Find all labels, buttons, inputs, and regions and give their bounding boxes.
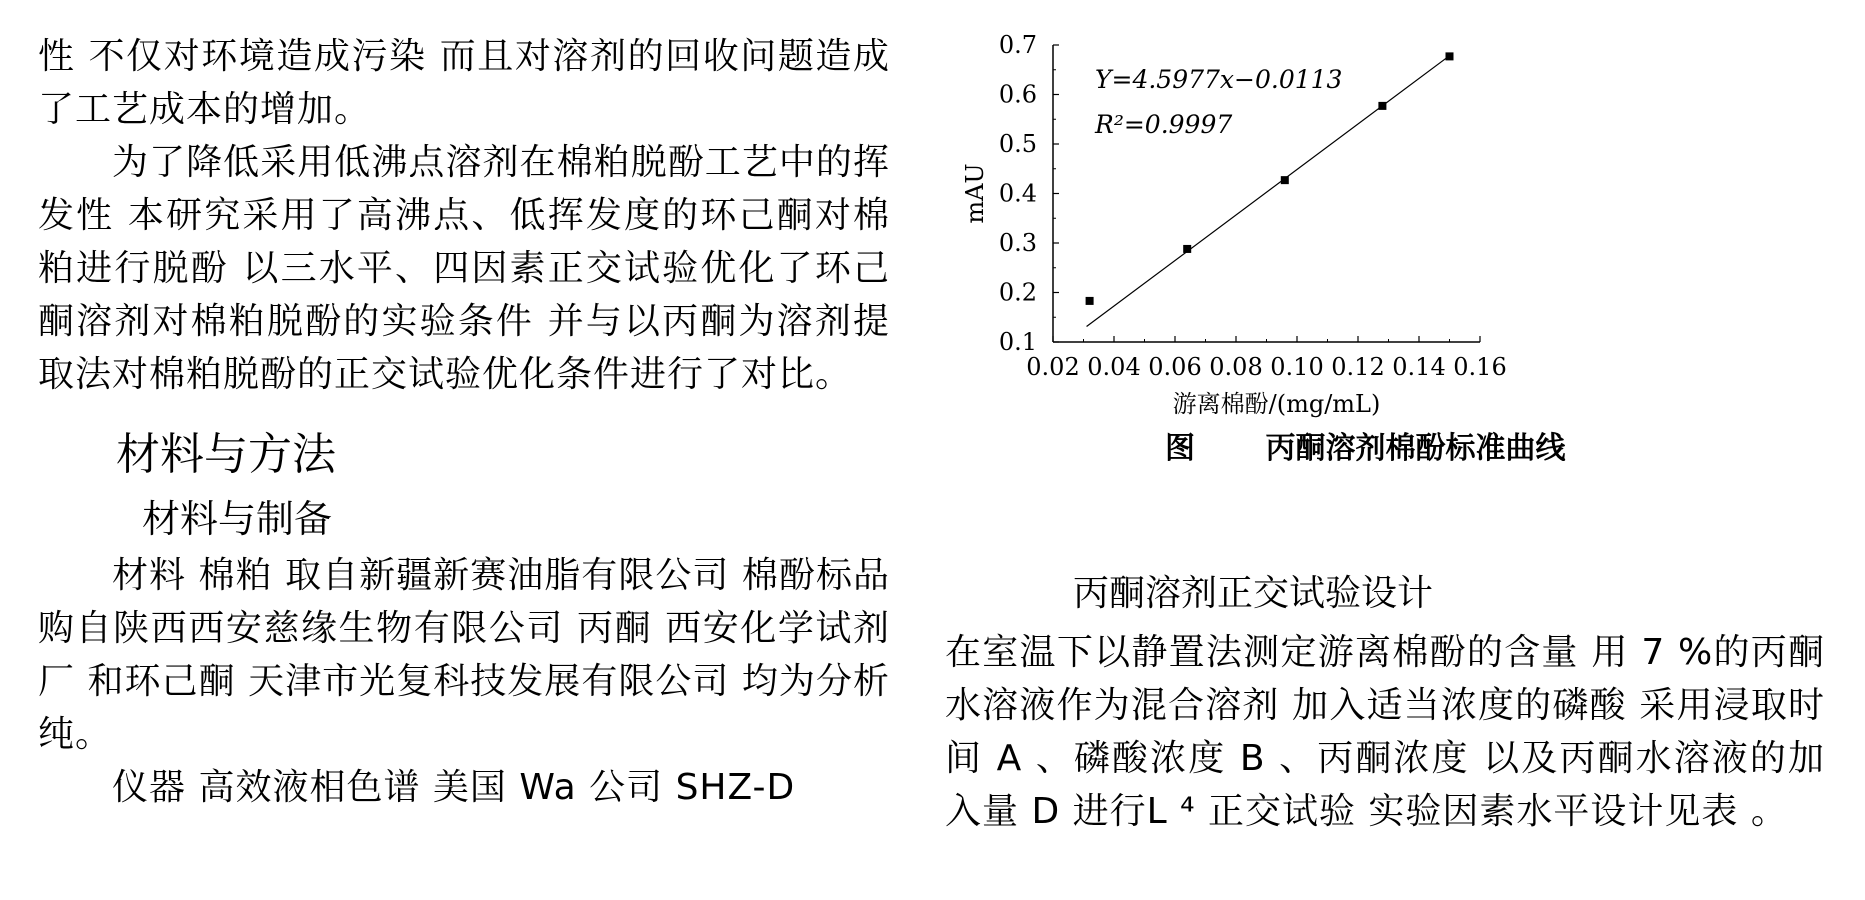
paragraph-4-clip: [38, 761, 890, 808]
figure: [945, 30, 1825, 480]
subsection-heading-orthogonal-design: 丙酮溶剂正交试验设计: [1073, 573, 1434, 614]
y-tick-label: 0.6: [998, 80, 1037, 109]
x-tick-label: 0.06: [1148, 353, 1202, 381]
right-text-block: [945, 567, 1825, 838]
paragraph-2: 为了降低采用低沸点溶剂在棉粕脱酚工艺中的挥发性 本研究采用了高沸点、低挥发度的环己酮对棉粕进行脱酚 以三水平、四因素正交试验优化了环己酮溶剂对棉粕脱酚的实验条件 并与以丙酮为溶剂提取法对棉粕脱酚的正交试验优化条件进行了对比。: [38, 142, 890, 395]
figure-caption-text: 丙酮溶剂棉酚标准曲线: [1265, 431, 1566, 466]
section-heading-materials-methods: 材料与方法: [116, 429, 336, 480]
standard-curve-chart: [945, 30, 1825, 420]
data-point: [1378, 102, 1386, 110]
x-tick-label: 0.16: [1453, 353, 1507, 381]
x-tick-label: 0.12: [1331, 353, 1385, 381]
y-tick-label: 0.5: [998, 130, 1037, 158]
x-tick-label: 0.10: [1270, 353, 1324, 381]
regression-equation: Y=4.5977x−0.0113: [1095, 65, 1343, 94]
paragraph-3: 材料 棉粕 取自新疆新赛油脂有限公司 棉酚标品购自陕西西安慈缘生物有限公司 丙酮 西安化学试剂厂 和环己酮 天津市光复科技发展有限公司 均为分析纯。: [38, 555, 890, 755]
data-point: [1446, 52, 1454, 60]
x-tick-label: 0.08: [1209, 353, 1263, 381]
right-column: [945, 30, 1825, 832]
data-point: [1086, 297, 1094, 305]
y-axis-label: mAU: [961, 163, 989, 224]
y-tick-label: 0.1: [998, 328, 1037, 356]
data-point: [1281, 176, 1289, 184]
paragraph-4: 仪器 高效液相色谱 美国 Wa 公司 SHZ-D: [112, 767, 796, 808]
y-tick-label: 0.2: [998, 278, 1037, 307]
subsection-heading-materials: 材料与制备: [142, 497, 333, 541]
y-tick-label: 0.4: [998, 179, 1037, 208]
paragraph-1: 性 不仅对环境造成污染 而且对溶剂的回收问题造成了工艺成本的增加。: [38, 36, 890, 130]
r-squared: R²=0.9997: [1095, 110, 1233, 139]
x-axis-label: 游离棉酚/(mg/mL): [1172, 390, 1381, 418]
y-tick-label: 0.7: [998, 31, 1037, 59]
x-tick-label: 0.02: [1026, 353, 1080, 381]
x-tick-label: 0.04: [1087, 353, 1141, 381]
data-point: [1183, 245, 1191, 253]
fit-line: [1087, 53, 1453, 326]
figure-caption-label: 图: [1165, 431, 1195, 466]
paragraph-orthogonal-design: 在室温下以静置法测定游离棉酚的含量 用 7 %的丙酮水溶液作为混合溶剂 加入适当浓度的磷酸 采用浸取时间 A 、磷酸浓度 B 、丙酮浓度 以及丙酮水溶液的加入量 D 进行L ⁴ 正交试验 实验因素水平设计见表 。: [945, 632, 1825, 832]
figure-caption: [1165, 423, 1565, 467]
y-tick-label: 0.3: [998, 229, 1037, 257]
x-tick-label: 0.14: [1392, 353, 1446, 381]
left-column: [38, 30, 890, 808]
